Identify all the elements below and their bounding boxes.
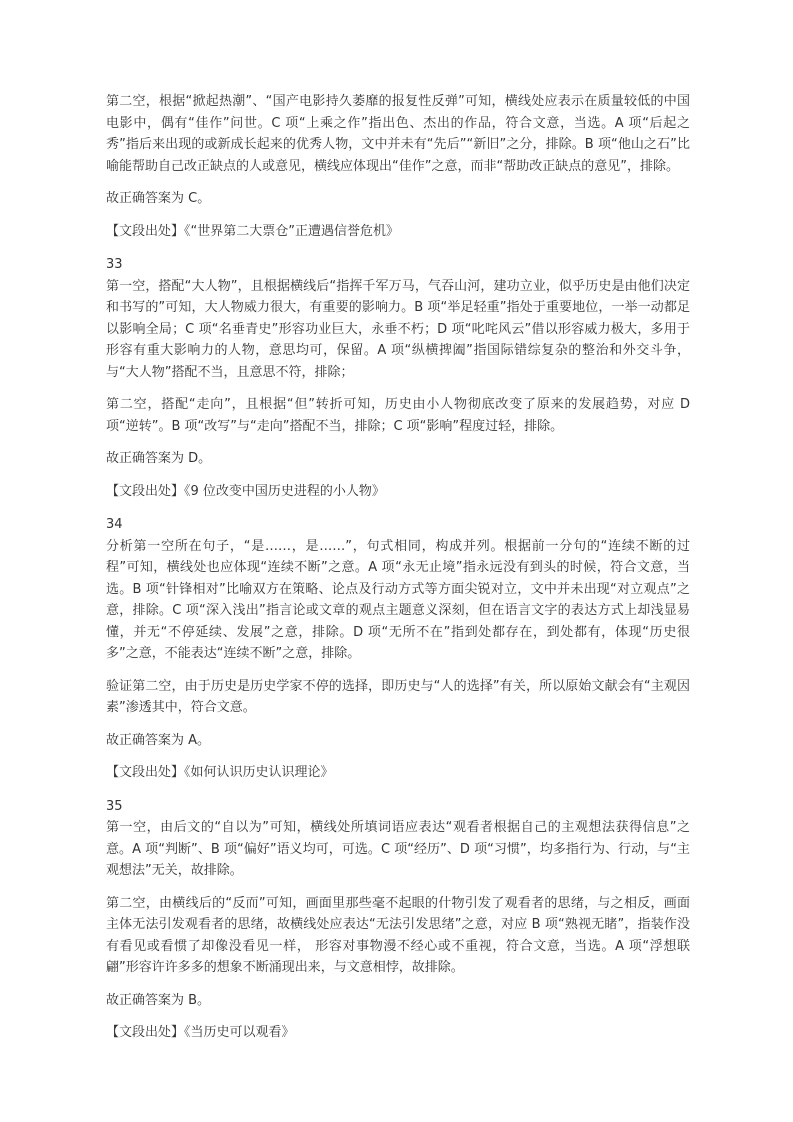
q34-source: 【文段出处】《如何认识历史认识理论》: [106, 765, 334, 780]
q35-source: 【文段出处】《当历史可以观看》: [106, 1025, 295, 1040]
q33-blank1-analysis: 第一空，搭配“大人物”，且根据横线后“指挥千军万马，气吞山河，建功立业，似乎历史是由他们决定和书写的”可知，大人物威力很大，有重要的影响力。B 项“举足轻重”指处于重要地位，一举一动都足以影响全局；C 项“名垂青史”形容功业巨大，永垂不朽；D 项“叱咤风云”借以形容威力极大，多用于形容有重大影响力的人物，意思均可，保留。A 项“纵横捭阖”指国际错综复杂的整治和外交斗争，与“大人物”搭配不当，且意思不符，排除；: [106, 278, 690, 380]
q35-answer: 故正确答案为 B。: [106, 992, 211, 1008]
q35-blank1-analysis: 第一空，由后文的“自以为”可知，横线处所填词语应表达“观看者根据自己的主观想法获得信息”之意。A 项“判断”、B 项“偏好”语义均可，可选。C 项“经历”、D 项“习惯”，均多指行为、行动，与“主观想法”无关，故排除。: [106, 820, 690, 878]
q34-blank1-analysis: 分析第一空所在句子，“是……，是……”，句式相同，构成并列。根据前一分句的“连续不断的过程”可知，横线处也应体现“连续不断”之意。A 项“永无止境”指永远没有到头的时候，符合文意，当选。B 项“针锋相对”比喻双方在策略、论点及行动方式等方面尖锐对立，文中并未出现“对立观点”之意，排除。C 项“深入浅出”指言论或文章的观点主题意义深刻，但在语言文字的表达方式上却浅显易懂，并无“不停延续、发展”之意，排除。D 项“无所不在”指到处都存在，到处都有，体现“历史很多”之意，不能表达“连续不断”之意，排除。: [106, 538, 690, 661]
q34-answer: 故正确答案为 A。: [106, 732, 211, 748]
question-number-34: 34: [106, 517, 123, 532]
q34-blank2-analysis: 验证第二空，由于历史是历史学家不停的选择，即历史与“人的选择”有关，所以原始文献会有“主观因素”渗透其中，符合文意。: [106, 678, 690, 715]
q33-source: 【文段出处】《9 位改变中国历史进程的小人物》: [106, 483, 385, 499]
question-number-35: 35: [106, 798, 123, 814]
q32-source: 【文段出处】《“世界第二大票仓”正遭遇信誉危机》: [106, 223, 399, 239]
q32-blank2-analysis: 第二空，根据“掀起热潮”、“国产电影持久萎靡的报复性反弹”可知，横线处应表示在质量较低的中国电影中，偶有“佳作”问世。C 项“上乘之作”指出色、杰出的作品，符合文意，当选。A 项“后起之秀”指后来出现的或新成长起来的优秀人物，文中并未有“先后”“新旧”之分，排除。B 项“他山之石”比喻能帮助自己改正缺点的人或意见，横线应体现出“佳作”之意，而非“帮助改正缺点的意见”，排除。: [106, 94, 690, 174]
q35-blank2-analysis: 第二空，由横线后的“反而”可知，画面里那些毫不起眼的什物引发了观看者的思绪，与之相反，画面主体无法引发观看者的思绪，故横线处应表达“无法引发思绪”之意，对应 B 项“熟视无睹”，指装作没有看见或看惯了却像没看见一样， 形容对事物漫不经心或不重视，符合文意，当选。A 项“浮想联翩”形容许许多多的想象不断涌现出来，与文意相悖，故排除。: [106, 895, 690, 975]
question-number-33: 33: [106, 257, 123, 272]
q33-answer: 故正确答案为 D。: [106, 451, 212, 466]
document-body: [106, 91, 690, 1056]
q33-blank2-analysis: 第二空，搭配“走向”，且根据“但”转折可知，历史由小人物彻底改变了原来的发展趋势，对应 D 项“逆转”。B 项“改写”与“走向”搭配不当，排除；C 项“影响”程度过轻，排除。: [106, 397, 690, 434]
q32-answer: 故正确答案为 C。: [106, 191, 211, 206]
